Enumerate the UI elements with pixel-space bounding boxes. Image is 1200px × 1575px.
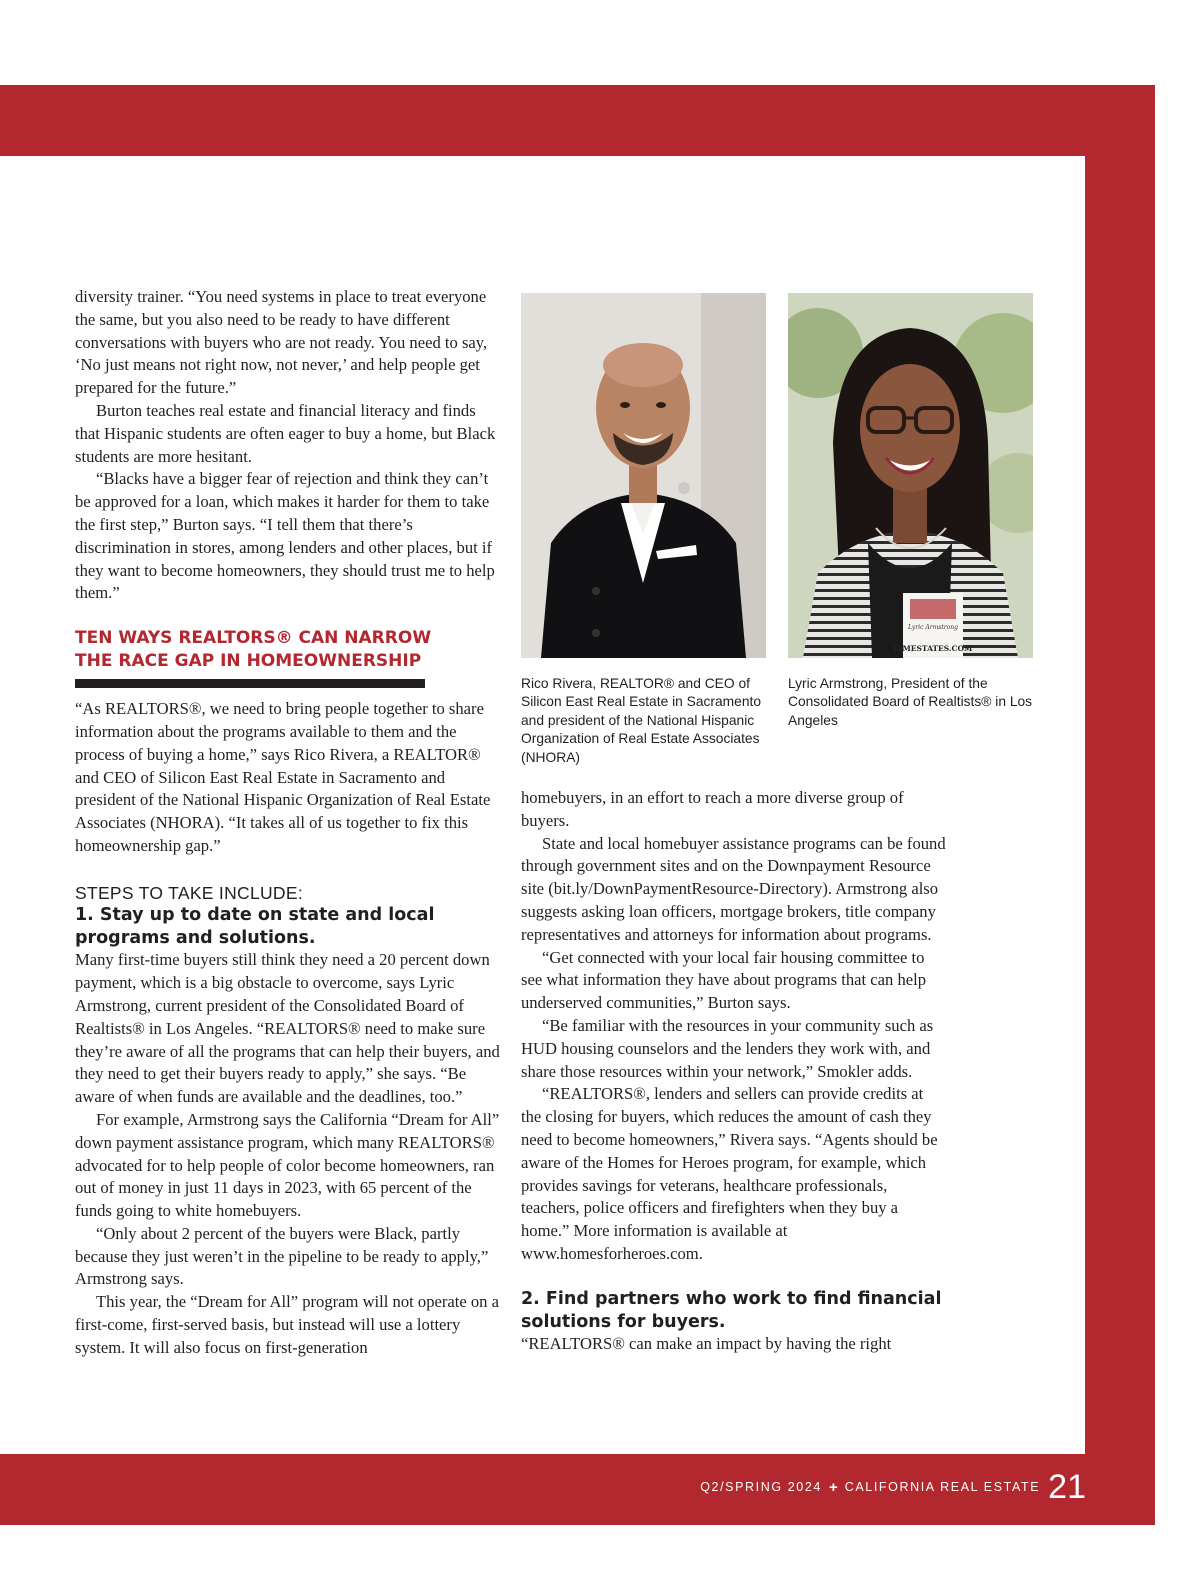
paragraph: State and local homebuyer assistance programs can be found through government sites and on the Downpayment Resource site (bit.ly/DownPaymentResource-Directory). Armstrong also suggests asking loan officers, mortgage brokers, title company representatives and attorneys for information about programs. — [521, 833, 946, 944]
step-heading: 2. Find partners who work to find financial solutions for buyers. — [521, 1288, 942, 1332]
paragraph: homebuyers, in an effort to reach a more diverse group of buyers. — [521, 788, 904, 830]
page-number: 21 — [1048, 1467, 1086, 1506]
right-red-band — [1085, 85, 1155, 1525]
heading-rule — [75, 679, 425, 688]
paragraph: “REALTORS®, lenders and sellers can provide credits at the closing for buyers, which reduces the amount of cash they need to become homeowners,” Rivera says. “Agents should be aware of the Homes for Heroes program, for example, which provides savings for veterans, healthcare professionals, teachers, police officers and firefighters when they buy a home.” More information is available at www.homesforheroes.com. — [521, 1084, 938, 1263]
portrait-woman-illustration — [788, 293, 1033, 658]
paragraph: “As REALTORS®, we need to bring people together to share information about the programs available to them and the process of buying a home,” says Rico Rivera, a REALTOR® and CEO of Silicon East Real Estate in Sacramento and president of the National Hispanic Organization of Real Estate Associates (NHORA). “It takes all of us together to fix this homeownership gap.” — [75, 699, 491, 855]
photo-caption-rivera: Rico Rivera, REALTOR® and CEO of Silicon East Real Estate in Sacramento and president of the National Hispanic Organization of Real Estate Associates (NHORA) — [521, 676, 762, 765]
portrait-man-illustration — [521, 293, 766, 658]
paragraph: Burton teaches real estate and financial literacy and finds that Hispanic students are often eager to buy a home, but Black students are more hesitant. — [75, 400, 496, 466]
paragraph: “Be familiar with the resources in your community such as HUD housing counselors and the lenders they work with, and share those resources within your network,” Smokler adds. — [521, 1015, 934, 1081]
separator-plus: + — [828, 1478, 838, 1496]
paragraph: diversity trainer. “You need systems in place to treat everyone the same, but you also need to be ready to have different conversations with buyers who are not ready. You need to say, ‘No just means not right now, not never,’ and help people get prepared for the future.” — [75, 287, 488, 398]
photo-caption-armstrong: Lyric Armstrong, President of the Consolidated Board of Realtists® in Los Angeles — [788, 676, 1033, 728]
section-heading — [75, 627, 500, 673]
page-footer — [700, 1463, 1086, 1511]
photo-lyric-armstrong — [788, 293, 1033, 658]
paragraph: “Blacks have a bigger fear of rejection and think they can’t be approved for a loan, which makes it harder for them to take the first step,” Burton says. “I tell them that there’s discrimination in stores, among lenders and other places, but if they want to become homeowners, they should trust me to help them.” — [75, 469, 495, 603]
issue-label: Q2/SPRING 2024 — [700, 1480, 822, 1494]
paragraph: “REALTORS® can make an impact by having the right — [521, 1334, 892, 1354]
section-heading-line: TEN WAYS REALTORS® CAN NARROW — [75, 628, 432, 649]
photo-rico-rivera — [521, 293, 766, 658]
paragraph: “Only about 2 percent of the buyers were Black, partly because they just weren’t in the pipeline to be ready to apply,” Armstrong says. — [75, 1223, 489, 1289]
badge-script-name: Lyric Armstrong — [908, 624, 958, 631]
paragraph: “Get connected with your local fair housing committee to see what information they have about programs that can help underserved communities,” Burton says. — [521, 947, 927, 1013]
badge-site: LJMESTATES.COM — [893, 644, 973, 653]
section-heading-line: THE RACE GAP IN HOMEOWNERSHIP — [75, 651, 422, 672]
magazine-name: CALIFORNIA REAL ESTATE — [844, 1480, 1041, 1494]
top-red-band — [0, 85, 1155, 156]
article-column-right — [521, 787, 946, 1356]
paragraph: This year, the “Dream for All” program will not operate on a first-come, first-served basis, but instead will use a lottery system. It will also focus on first-generation — [75, 1292, 499, 1357]
article-column-left — [75, 286, 500, 1360]
step-heading: 1. Stay up to date on state and local programs and solutions. — [75, 904, 435, 948]
paragraph: Many first-time buyers still think they need a 20 percent down payment, which is a big obstacle to overcome, says Lyric Armstrong, current president of the Consolidated Board of Realtists® in Los Angeles. “REALTORS® need to make sure they’re aware of all the programs that can help their buyers, and they need to get their buyers ready to apply,” she says. “Be aware of when funds are available and the deadlines, too.” — [75, 950, 500, 1107]
steps-label: STEPS TO TAKE INCLUDE: — [75, 882, 304, 903]
paragraph: For example, Armstrong says the California “Dream for All” down payment assistance program, which many REALTORS® advocated for to help people of color become homeowners, ran out of money in just 11 days in 2023, with 65 percent of the funds going to white homebuyers. — [75, 1109, 500, 1221]
